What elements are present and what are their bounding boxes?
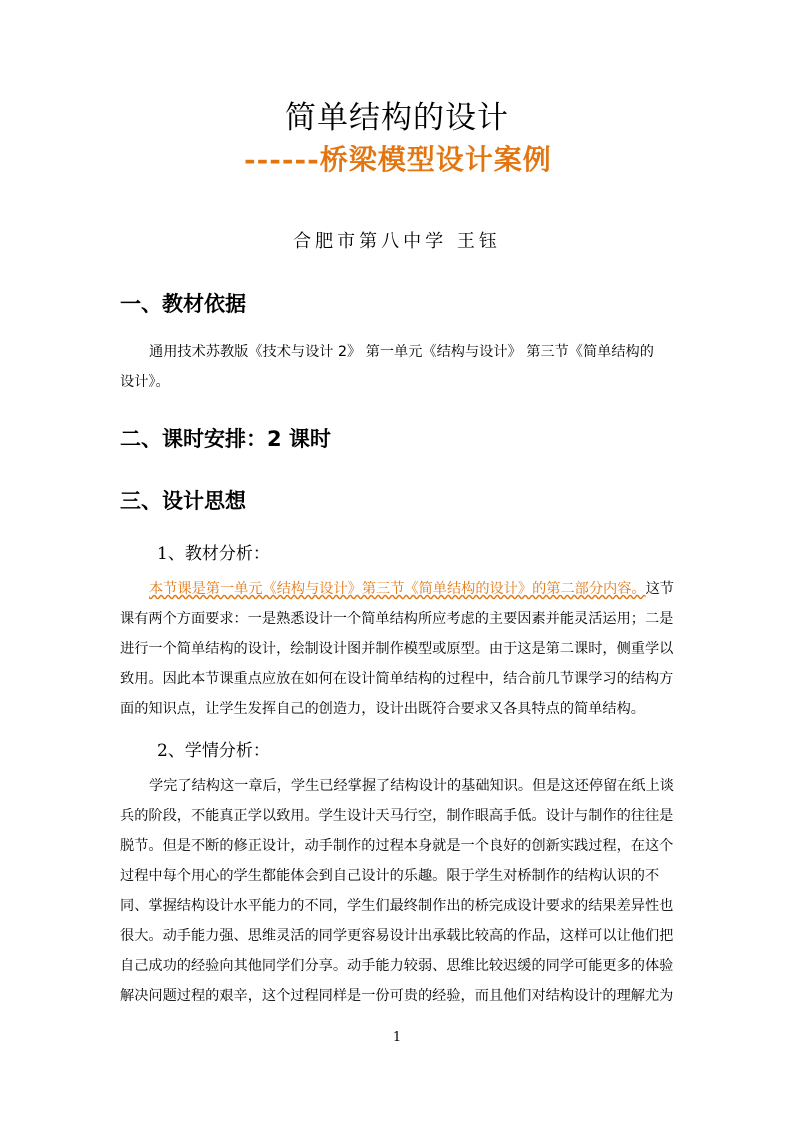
highlighted-sentence: 本节课是第一单元《结构与设计》第三节《简单结构的设计》的第二部分内容。 xyxy=(149,581,646,597)
paragraph-line xyxy=(120,574,674,604)
paragraph-line: 通用技术苏教版《技术与设计 2》 第一单元《结构与设计》 第三节《简单结构的 xyxy=(149,344,654,360)
paragraph-line: 致用。因此本节课重点应放在如何在设计简单结构的过程中，结合前几节课学习的结构方 xyxy=(120,671,674,687)
paragraph-line: 很大。动手能力强、思维灵活的同学更容易设计出承载比较高的作品，这样可以让他们把 xyxy=(120,928,674,944)
section-heading-textbook-basis: 一、教材依据 xyxy=(120,292,246,316)
paragraph-line: 面的知识点，让学生发挥自己的创造力，设计出既符合要求又各具特点的简单结构。 xyxy=(120,701,645,717)
paragraph-textbook-analysis xyxy=(120,574,674,724)
paragraph-line: 过程中每个用心的学生都能体会到自己设计的乐趣。限于学生对桥制作的结构认识的不 xyxy=(120,868,660,884)
paragraph-line: 兵的阶段，不能真正学以致用。学生设计天马行空，制作眼高手低。设计与制作的往往是 xyxy=(120,808,674,824)
section-paragraph-textbook-basis xyxy=(120,337,666,397)
paragraph-line: 解决问题过程的艰辛，这个过程同样是一份可贵的经验，而且他们对结构设计的理解尤为 xyxy=(120,988,674,1004)
page-number: 1 xyxy=(392,1030,402,1045)
paragraph-line: 自己成功的经验向其他同学们分享。动手能力较弱、思维比较迟缓的同学可能更多的体验 xyxy=(120,958,674,974)
paragraph-learner-analysis xyxy=(120,771,674,1011)
paragraph-line: 设计》。 xyxy=(120,374,170,390)
author-line: 合肥市第八中学 王钰 xyxy=(293,231,501,252)
paragraph-line: 脱节。但是不断的修正设计，动手制作的过程本身就是一个良好的创新实践过程，在这个 xyxy=(120,838,674,854)
subheading-textbook-analysis: 1、教材分析： xyxy=(157,544,270,564)
paragraph-line: 学完了结构这一章后，学生已经掌握了结构设计的基础知识。但是这还停留在纸上谈 xyxy=(149,778,674,794)
paragraph-line: 进行一个简单结构的设计，绘制设计图并制作模型或原型。由于这是第二课时，侧重学以 xyxy=(120,641,674,657)
document-title: 简单结构的设计 xyxy=(285,100,509,136)
section-heading-design-idea: 三、设计思想 xyxy=(120,489,246,513)
line-continuation: 这节 xyxy=(645,581,674,597)
paragraph-line: 同、掌握结构设计水平能力的不同，学生们最终制作出的桥完成设计要求的结果差异性也 xyxy=(120,898,674,914)
subheading-learner-analysis: 2、学情分析： xyxy=(157,741,270,761)
paragraph-line: 课有两个方面要求：一是熟悉设计一个简单结构所应考虑的主要因素并能灵活运用；二是 xyxy=(120,611,674,627)
document-subtitle: ------桥梁模型设计案例 xyxy=(244,143,552,176)
section-heading-schedule: 二、课时安排：2 课时 xyxy=(120,427,331,451)
